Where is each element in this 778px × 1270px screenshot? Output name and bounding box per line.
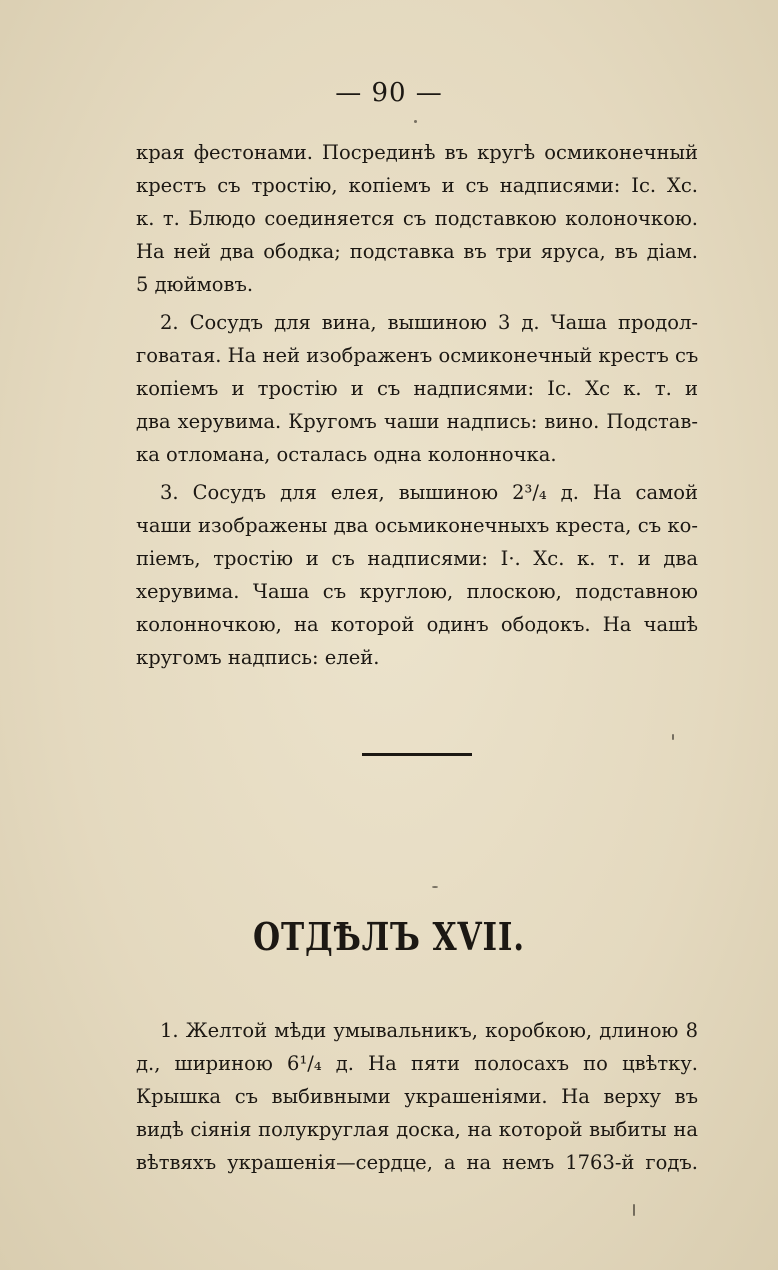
- text-line: чаши изображены два осьмиконечныхъ креста, съ ко-: [136, 514, 698, 537]
- paper-blemish: [414, 120, 417, 123]
- text-line: 3. Сосудъ для елея, вышиною 2³/₄ д. На самой: [160, 481, 698, 504]
- paragraph-item-3: [136, 476, 698, 674]
- text-line: Крышка съ выбивными украшеніями. На верху въ: [136, 1085, 698, 1108]
- paper-blemish: [672, 734, 674, 740]
- text-line: колонночкою, на которой одинъ ободокъ. На чашѣ: [136, 613, 698, 636]
- text-line: два херувима. Кругомъ чаши надпись: вино. Подстав-: [136, 410, 698, 433]
- paragraph-continuation: [136, 136, 698, 301]
- section-divider: [362, 753, 472, 756]
- section-title: ОТДѢЛЪ XVII.: [253, 914, 525, 959]
- text-line: видѣ сіянія полукруглая доска, на которой выбиты на: [136, 1118, 698, 1141]
- text-line: края фестонами. Посрединѣ въ кругѣ осмиконечный: [136, 141, 698, 164]
- paper-blemish: [633, 1204, 635, 1216]
- text-line: 5 дюймовъ.: [136, 273, 254, 296]
- text-line: На ней два ободка; подставка въ три яруса, въ діам.: [136, 240, 698, 263]
- text-line: д., шириною 6¹/₄ д. На пяти полосахъ по цвѣтку.: [136, 1052, 698, 1075]
- text-line: крестъ съ тростію, копіемъ и съ надписями: Іс. Хс.: [136, 174, 698, 197]
- page-number: — 90 —: [335, 78, 443, 108]
- text-line: 1. Желтой мѣди умывальникъ, коробкою, длиною 8: [160, 1019, 698, 1042]
- paragraph-section-17-item-1: [136, 1014, 698, 1179]
- text-line: 2. Сосудъ для вина, вышиною 3 д. Чаша продол-: [160, 311, 698, 334]
- text-line: копіемъ и тростію и съ надписями: Іс. Хс к. т. и: [136, 377, 698, 400]
- text-line: вѣтвяхъ украшенія—сердце, а на немъ 1763-й годъ.: [136, 1151, 698, 1174]
- text-line: ка отломана, осталась одна колонночка.: [136, 443, 557, 466]
- text-line: кругомъ надпись: елей.: [136, 646, 380, 669]
- text-line: піемъ, тростію и съ надписями: І·. Хс. к. т. и два: [136, 547, 698, 570]
- text-line: к. т. Блюдо соединяется съ подставкою колоночкою.: [136, 207, 698, 230]
- paragraph-item-2: [136, 306, 698, 471]
- text-line: говатая. На ней изображенъ осмиконечный крестъ съ: [136, 344, 699, 367]
- text-line: херувима. Чаша съ круглою, плоскою, подставною: [136, 580, 698, 603]
- paper-blemish: [432, 886, 438, 888]
